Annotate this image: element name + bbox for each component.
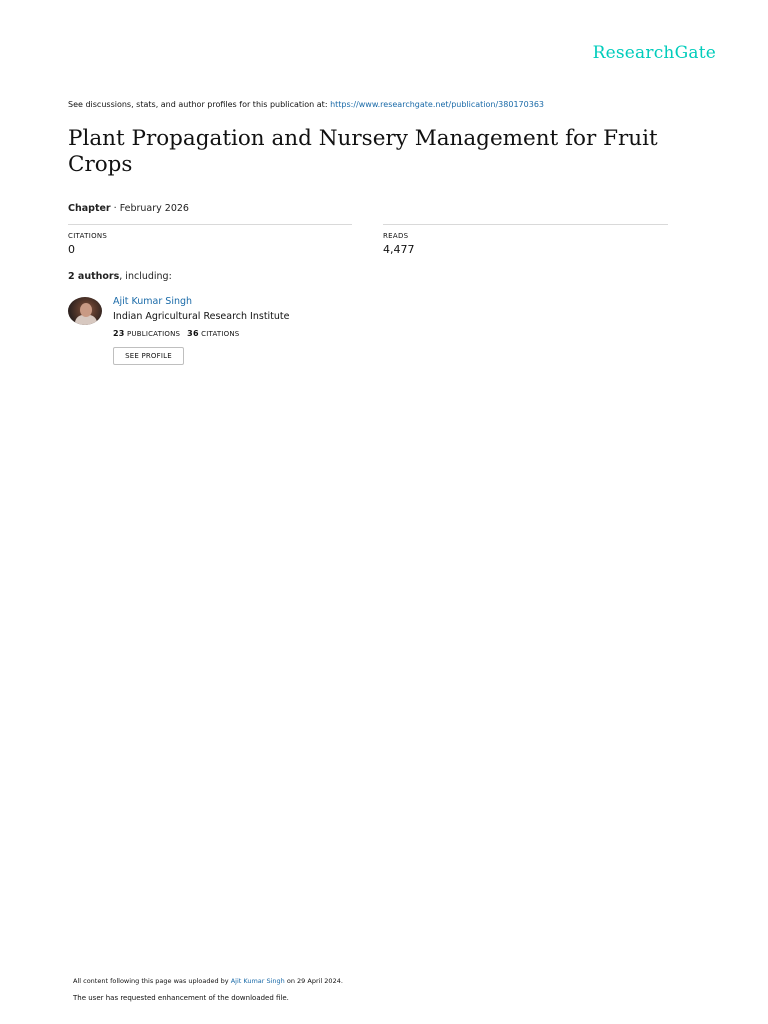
- publication-title: Plant Propagation and Nursery Management for Fruit Crops: [68, 126, 658, 177]
- uploader-link[interactable]: Ajit Kumar Singh: [230, 977, 285, 985]
- authors-suffix: , including:: [119, 271, 172, 282]
- citations-label: CITATIONS: [68, 232, 108, 240]
- citations-stat: [68, 224, 352, 256]
- author-publications-count: 23: [113, 329, 125, 338]
- enhancement-note: The user has requested enhancement of the downloaded file.: [73, 994, 289, 1002]
- authors-count: 2 authors: [68, 271, 120, 282]
- authors-summary: [68, 271, 172, 282]
- author-citations-count: 36: [187, 329, 199, 338]
- discussion-prefix: See discussions, stats, and author profiles for this publication at:: [68, 100, 331, 109]
- author-citations-label: CITATIONS: [201, 330, 240, 338]
- meta-separator: ·: [110, 203, 120, 214]
- reads-label: READS: [383, 232, 409, 240]
- publication-url-link[interactable]: https://www.researchgate.net/publication/380170363: [330, 100, 544, 109]
- discussion-line: [68, 100, 544, 109]
- reads-value: 4,477: [383, 243, 415, 256]
- upload-note: [73, 977, 343, 985]
- avatar-face: [80, 303, 92, 317]
- upload-prefix: All content following this page was uploaded by: [73, 977, 231, 985]
- reads-stat: [383, 224, 668, 256]
- see-profile-button[interactable]: SEE PROFILE: [113, 347, 184, 365]
- publication-meta: [68, 203, 189, 214]
- publication-date: February 2026: [119, 203, 189, 214]
- author-name-link[interactable]: Ajit Kumar Singh: [113, 296, 193, 307]
- author-institution: Indian Agricultural Research Institute: [113, 311, 290, 322]
- researchgate-logo[interactable]: ResearchGate: [592, 43, 716, 63]
- author-avatar[interactable]: [68, 297, 102, 325]
- citations-value: 0: [68, 243, 75, 256]
- publication-type: Chapter: [68, 203, 111, 214]
- upload-suffix: on 29 April 2024.: [284, 977, 343, 985]
- author-stats: [113, 329, 239, 338]
- author-publications-label: PUBLICATIONS: [126, 330, 181, 338]
